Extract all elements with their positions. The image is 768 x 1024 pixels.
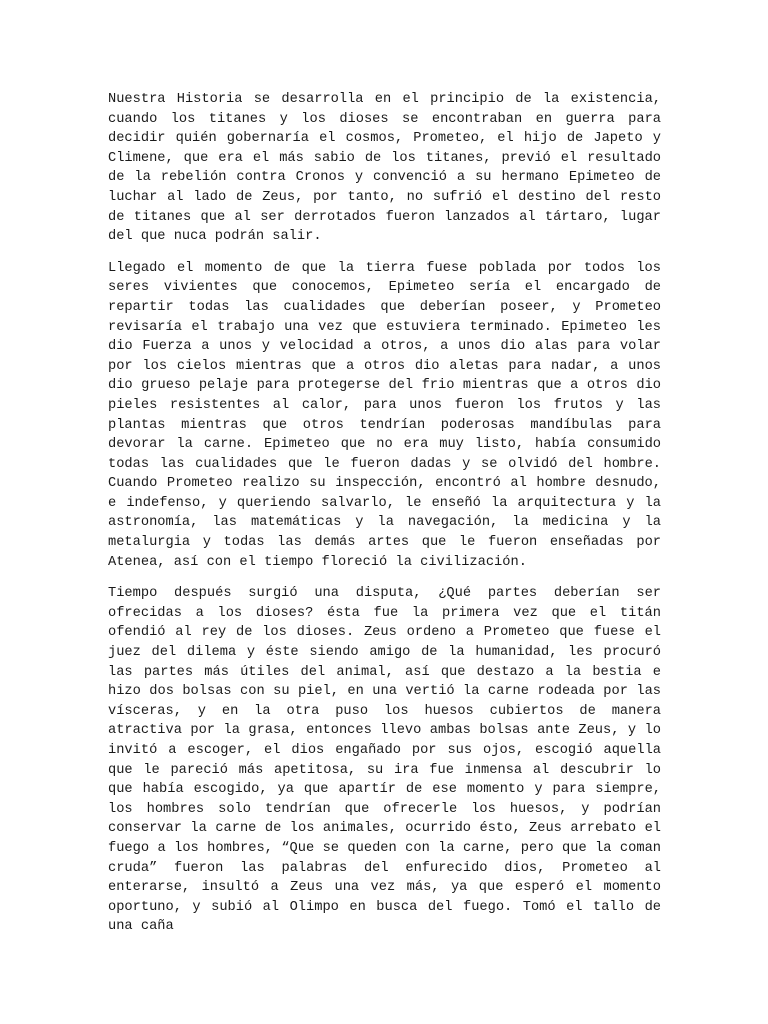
document-page	[108, 90, 661, 949]
paragraph-2: Llegado el momento de que la tierra fuese poblada por todos los seres vivientes que conocemos, Epimeteo sería el encargado de repartir todas las cualidades que deberían poseer, y Prometeo revisaría el trabajo una vez que estuviera terminado. Epimeteo les dio Fuerza a unos y velocidad a otros, a unos dio alas para volar por los cielos mientras que a otros dio aletas para nadar, a unos dio grueso pelaje para protegerse del frio mientras que a otros dio pieles resistentes al calor, para unos fueron los frutos y las plantas mientras que otros tendrían poderosas mandíbulas para devorar la carne. Epimeteo que no era muy listo, había consumido todas las cualidades que le fueron dadas y se olvidó del hombre. Cuando Prometeo realizo su inspección, encontró al hombre desnudo, e indefenso, y queriendo salvarlo, le enseñó la arquitectura y la astronomía, las matemáticas y la navegación, la medicina y la metalurgia y todas las demás artes que le fueron enseñadas por Atenea, así con el tiempo floreció la civilización.	[108, 260, 661, 570]
paragraph-1: Nuestra Historia se desarrolla en el principio de la existencia, cuando los titanes y los dioses se encontraban en guerra para decidir quién gobernaría el cosmos, Prometeo, el hijo de Japeto y Climene, que era el más sabio de los titanes, previó el resultado de la rebelión contra Cronos y convenció a su hermano Epimeteo de luchar al lado de Zeus, por tanto, no sufrió el destino del resto de titanes que al ser derrotados fueron lanzados al tártaro, lugar del que nuca podrán salir.	[108, 92, 661, 245]
paragraph-3: Tiempo después surgió una disputa, ¿Qué partes deberían ser ofrecidas a los dioses? ésta fue la primera vez que el titán ofendió al rey de los dioses. Zeus ordeno a Prometeo que fuese el juez del dilema y éste siendo amigo de la humanidad, les procuró las partes más útiles del animal, así que destazo a la bestia e hizo dos bolsas con su piel, en una vertió la carne rodeada por las vísceras, y en la otra puso los huesos cubiertos de manera atractiva por la grasa, entonces llevo ambas bolsas ante Zeus, y lo invitó a escoger, el dios engañado por sus ojos, escogió aquella que le pareció más apetitosa, su ira fue inmensa al descubrir lo que había escogido, ya que apartír de ese momento y para siempre, los hombres solo tendrían que ofrecerle los huesos, y podrían conservar la carne de los animales, ocurrido ésto, Zeus arrebato el fuego a los hombres, “Que se queden con la carne, pero que la coman cruda” fueron las palabras del enfurecido dios, Prometeo al enterarse, insultó a Zeus una vez más, ya que esperó el momento oportuno, y subió al Olimpo en busca del fuego. Tomó el tallo de una caña	[108, 586, 661, 935]
